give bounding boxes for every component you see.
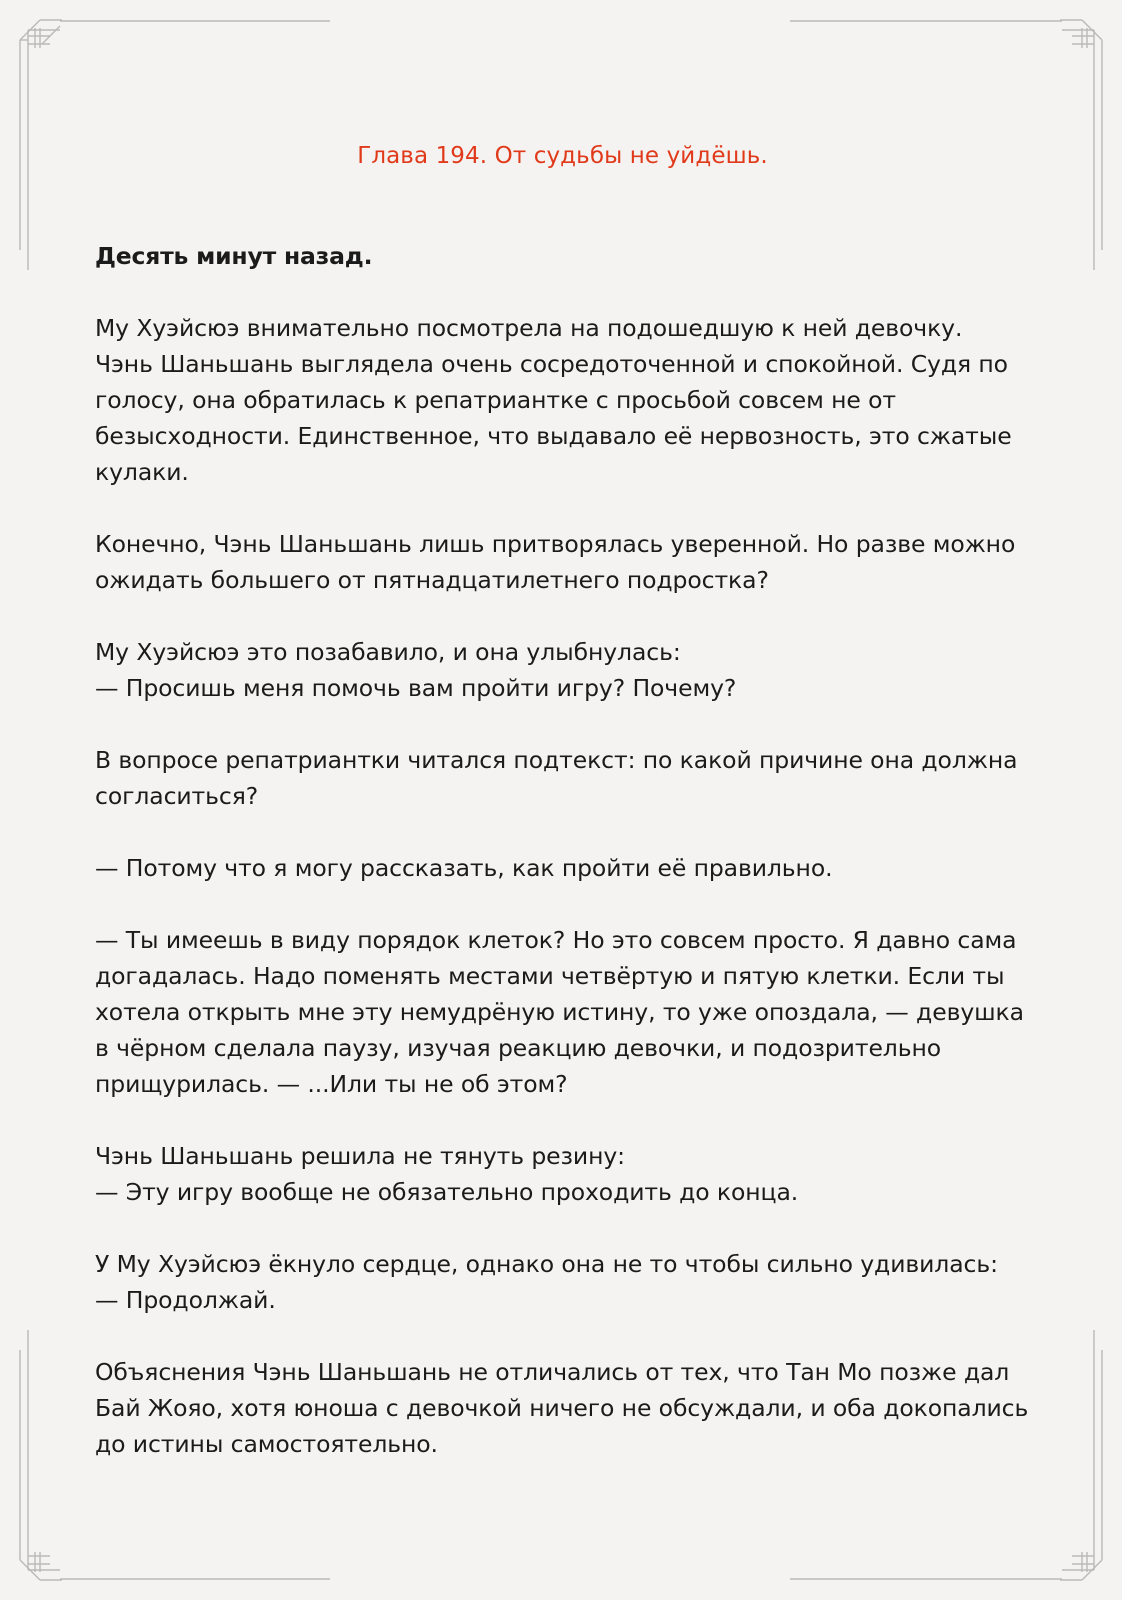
paragraph: [95, 850, 1030, 886]
text-line: — Просишь меня помочь вам пройти игру? Почему?: [95, 674, 737, 702]
paragraph: [95, 742, 1030, 814]
text-line: голосу, она обратилась к репатриантке с просьбой совсем не от: [95, 386, 896, 414]
paragraph: [95, 1138, 1030, 1210]
paragraph: [95, 526, 1030, 598]
text-line: догадалась. Надо поменять местами четвёртую и пятую клетки. Если ты: [95, 962, 1005, 990]
text-line: прищурилась. — ...Или ты не об этом?: [95, 1070, 568, 1098]
text-line: в чёрном сделала паузу, изучая реакцию девочки, и подозрительно: [95, 1034, 942, 1062]
text-line: Чэнь Шаньшань решила не тянуть резину:: [95, 1142, 625, 1170]
text-line: — Ты имеешь в виду порядок клеток? Но это совсем просто. Я давно сама: [95, 926, 1017, 954]
text-line: Му Хуэйсюэ это позабавило, и она улыбнулась:: [95, 638, 681, 666]
text-line: — Продолжай.: [95, 1286, 276, 1314]
text-line: до истины самостоятельно.: [95, 1430, 438, 1458]
text-line: ожидать большего от пятнадцатилетнего подростка?: [95, 566, 769, 594]
text-line: Чэнь Шаньшань выглядела очень сосредоточенной и спокойной. Судя по: [95, 350, 1008, 378]
paragraph: [95, 1354, 1030, 1462]
text-line: Объяснения Чэнь Шаньшань не отличались от тех, что Тан Мо позже дал: [95, 1358, 1010, 1386]
text-line: — Эту игру вообще не обязательно проходить до конца.: [95, 1178, 799, 1206]
text-line: безысходности. Единственное, что выдавало её нервозность, это сжатые: [95, 422, 1012, 450]
paragraph: [95, 634, 1030, 706]
paragraph: [95, 310, 1030, 490]
text-line: У Му Хуэйсюэ ёкнуло сердце, однако она не то чтобы сильно удивилась:: [95, 1250, 998, 1278]
text-line: согласиться?: [95, 782, 259, 810]
text-line: хотела открыть мне эту немудрёную истину, то уже опоздала, — девушка: [95, 998, 1024, 1026]
text-line: Му Хуэйсюэ внимательно посмотрела на подошедшую к ней девочку.: [95, 314, 963, 342]
text-line: В вопросе репатриантки читался подтекст: по какой причине она должна: [95, 746, 1018, 774]
document-body: [95, 138, 1030, 1498]
text-line: — Потому что я могу рассказать, как пройти её правильно.: [95, 854, 833, 882]
text-line: Конечно, Чэнь Шаньшань лишь притворялась уверенной. Но разве можно: [95, 530, 1016, 558]
section-heading: Десять минут назад.: [95, 242, 373, 270]
paragraph-list: [95, 310, 1030, 1462]
chapter-title: Глава 194. От судьбы не уйдёшь.: [357, 143, 768, 169]
paragraph: [95, 1246, 1030, 1318]
text-line: Бай Жояо, хотя юноша с девочкой ничего не обсуждали, и оба докопались: [95, 1394, 1029, 1422]
text-line: кулаки.: [95, 458, 189, 486]
paragraph: [95, 922, 1030, 1102]
